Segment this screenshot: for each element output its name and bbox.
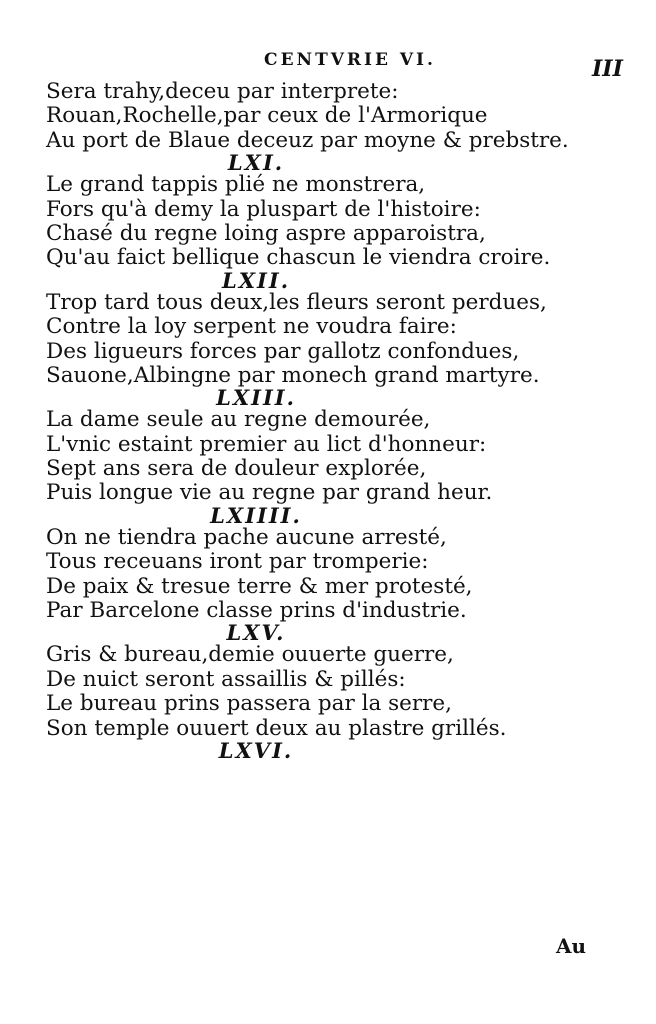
quatrain-numeral: LXII. <box>221 267 291 293</box>
verse-line: De paix & tresue terre & mer protesté, <box>46 573 473 599</box>
quatrain <box>46 150 606 271</box>
verse-line: Le grand tappis plié ne monstrera, <box>46 172 426 198</box>
verse-line: Son temple ouuert deux au plastre grillés. <box>46 715 507 741</box>
quatrain-numeral: LXI. <box>227 150 285 176</box>
verse-line: Chasé du regne loing aspre apparoistra, <box>46 220 486 246</box>
quatrain <box>46 385 606 506</box>
verse-line: Rouan,Rochelle,par ceux de l'Armorique <box>46 103 488 129</box>
verse-line: Au port de Blaue deceuz par moyne & prebstre. <box>46 127 569 153</box>
verse-line: Sera trahy,deceu par interprete: <box>46 79 399 104</box>
quatrain-numeral: LXV. <box>226 620 286 646</box>
quatrain-numeral: LXIIII. <box>210 502 302 528</box>
verse-line: De nuict seront assaillis & pillés: <box>46 666 406 692</box>
quatrain <box>46 502 606 624</box>
quatrain <box>46 80 606 153</box>
quatrain <box>46 737 606 763</box>
verse-line: Contre la loy serpent ne voudra faire: <box>46 314 457 340</box>
verse-line: Le bureau prins passera par la serre, <box>46 691 452 717</box>
verse-line: Sept ans sera de douleur explorée, <box>46 456 427 482</box>
running-head: CENTVRIE VI. <box>264 50 436 70</box>
verse-line: Fors qu'à demy la pluspart de l'histoire: <box>46 196 481 222</box>
verse-line: Sauone,Albingne par monech grand martyre. <box>46 362 540 388</box>
verse-line: On ne tiendra pache aucune arresté, <box>46 524 447 550</box>
quatrain <box>46 267 606 389</box>
verse-line: L'vnic estaint premier au lict d'honneur: <box>46 431 487 457</box>
verse-line: La dame seule au regne demourée, <box>46 407 431 433</box>
verse-line: Trop tard tous deux,les fleurs seront perdues, <box>46 289 547 315</box>
quatrain-numeral: LXVI. <box>218 737 294 763</box>
verse-line: Puis longue vie au regne par grand heur. <box>46 480 493 506</box>
verse-line: Par Barcelone classe prins d'industrie. <box>46 598 467 624</box>
catchword: Au <box>556 934 587 958</box>
verse-line: Qu'au faict bellique chascun le viendra croire. <box>46 245 551 271</box>
quatrain-numeral: LXIII. <box>216 385 296 411</box>
verse-line: Tous receuans iront par tromperie: <box>46 549 429 575</box>
verse-line: Gris & bureau,demie ouuerte guerre, <box>46 642 454 668</box>
folio-number: III <box>592 56 623 82</box>
quatrain <box>46 620 606 741</box>
verse-text <box>46 80 606 761</box>
verse-line: Des ligueurs forces par gallotz confondues, <box>46 338 520 364</box>
